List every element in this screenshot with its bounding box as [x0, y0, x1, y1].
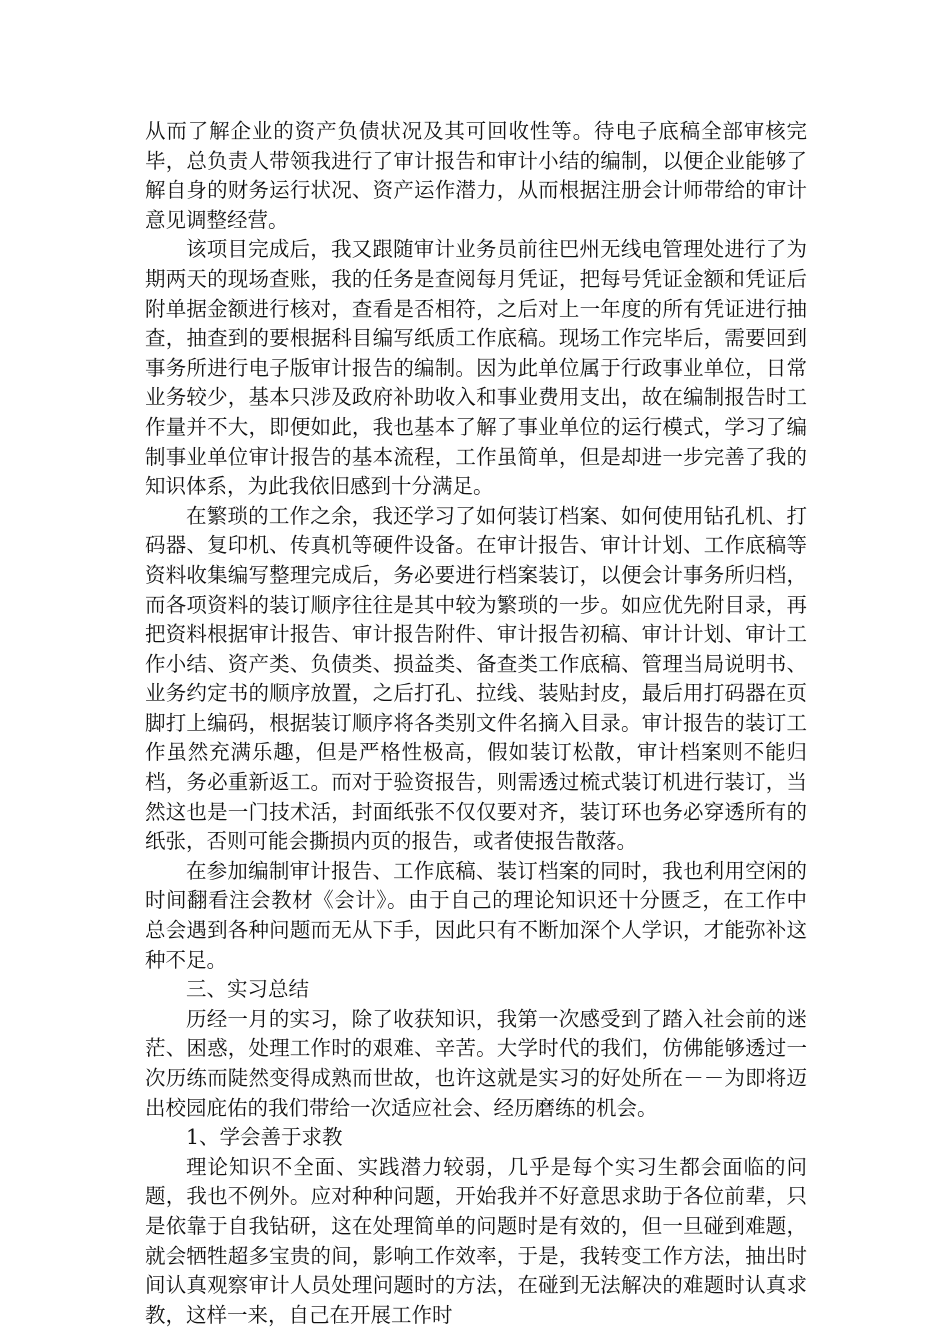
- paragraph-1: 从而了解企业的资产负债状况及其可回收性等。待电子底稿全部审核完毕，总负责人带领我进行了审计报告和审计小结的编制，以便企业能够了解自身的财务运行状况、资产运作潜力，从而根据注册会计师带给的审计意见调整经营。: [145, 119, 807, 232]
- paragraph-4: 在参加编制审计报告、工作底稿、装订档案的同时，我也利用空闲的时间翻看注会教材《会计》。由于自己的理论知识还十分匮乏，在工作中总会遇到各种问题而无从下手，因此只有不断加深个人学识，才能弥补这种不足。: [145, 858, 807, 972]
- paragraph-5: 历经一月的实习，除了收获知识，我第一次感受到了踏入社会前的迷茫、困惑，处理工作时的艰难、辛苦。大学时代的我们，仿佛能够透过一次历练而陡然变得成熟而世故，也许这就是实习的好处所在－－为即将迈出校园庇佑的我们带给一次适应社会、经历磨练的机会。: [145, 1006, 807, 1120]
- paragraph-2: 该项目完成后，我又跟随审计业务员前往巴州无线电管理处进行了为期两天的现场查账，我的任务是查阅每月凭证，把每号凭证金额和凭证后附单据金额进行核对，查看是否相符，之后对上一年度的所有凭证进行抽查，抽查到的要根据科目编写纸质工作底稿。现场工作完毕后，需要回到事务所进行电子版审计报告的编制。因为此单位属于行政事业单位，日常业务较少，基本只涉及政府补助收入和事业费用支出，故在编制报告时工作量并不大，即便如此，我也基本了解了事业单位的运行模式，学习了编制事业单位审计报告的基本流程，工作虽简单，但是却进一步完善了我的知识体系，为此我依旧感到十分满足。: [145, 237, 807, 499]
- paragraph-6: 理论知识不全面、实践潜力较弱，几乎是每个实习生都会面临的问题，我也不例外。应对种种问题，开始我并不好意思求助于各位前辈，只是依靠于自我钻研，这在处理简单的问题时是有效的，但一旦碰到难题，就会牺牲超多宝贵的间，影响工作效率，于是，我转变工作方法，抽出时间认真观察审计人员处理问题时的方法，在碰到无法解决的难题时认真求教，这样一来，自己在开展工作时: [145, 1154, 807, 1327]
- paragraph-3: 在繁琐的工作之余，我还学习了如何装订档案、如何使用钻孔机、打码器、复印机、传真机等硬件设备。在审计报告、审计计划、工作底稿等资料收集编写整理完成后，务必要进行档案装订，以便会计事务所归档，而各项资料的装订顺序往往是其中较为繁琐的一步。如应优先附目录，再把资料根据审计报告、审计报告附件、审计报告初稿、审计计划、审计工作小结、资产类、负债类、损益类、备查类工作底稿、管理当局说明书、业务约定书的顺序放置，之后打孔、拉线、装贴封皮，最后用打码器在页脚打上编码，根据装订顺序将各类别文件名摘入目录。审计报告的装订工作虽然充满乐趣，但是严格性极高，假如装订松散，审计档案则不能归档，务必重新返工。而对于验资报告，则需透过梳式装订机进行装订，当然这也是一门技术活，封面纸张不仅仅要对齐，装订环也务必穿透所有的纸张，否则可能会撕损内页的报告，或者使报告散落。: [145, 503, 807, 854]
- subheading-learn-to-ask: 1、学会善于求教: [186, 1125, 343, 1150]
- section-heading-internship-summary: 三、实习总结: [186, 977, 309, 1002]
- document-page: [145, 117, 807, 1330]
